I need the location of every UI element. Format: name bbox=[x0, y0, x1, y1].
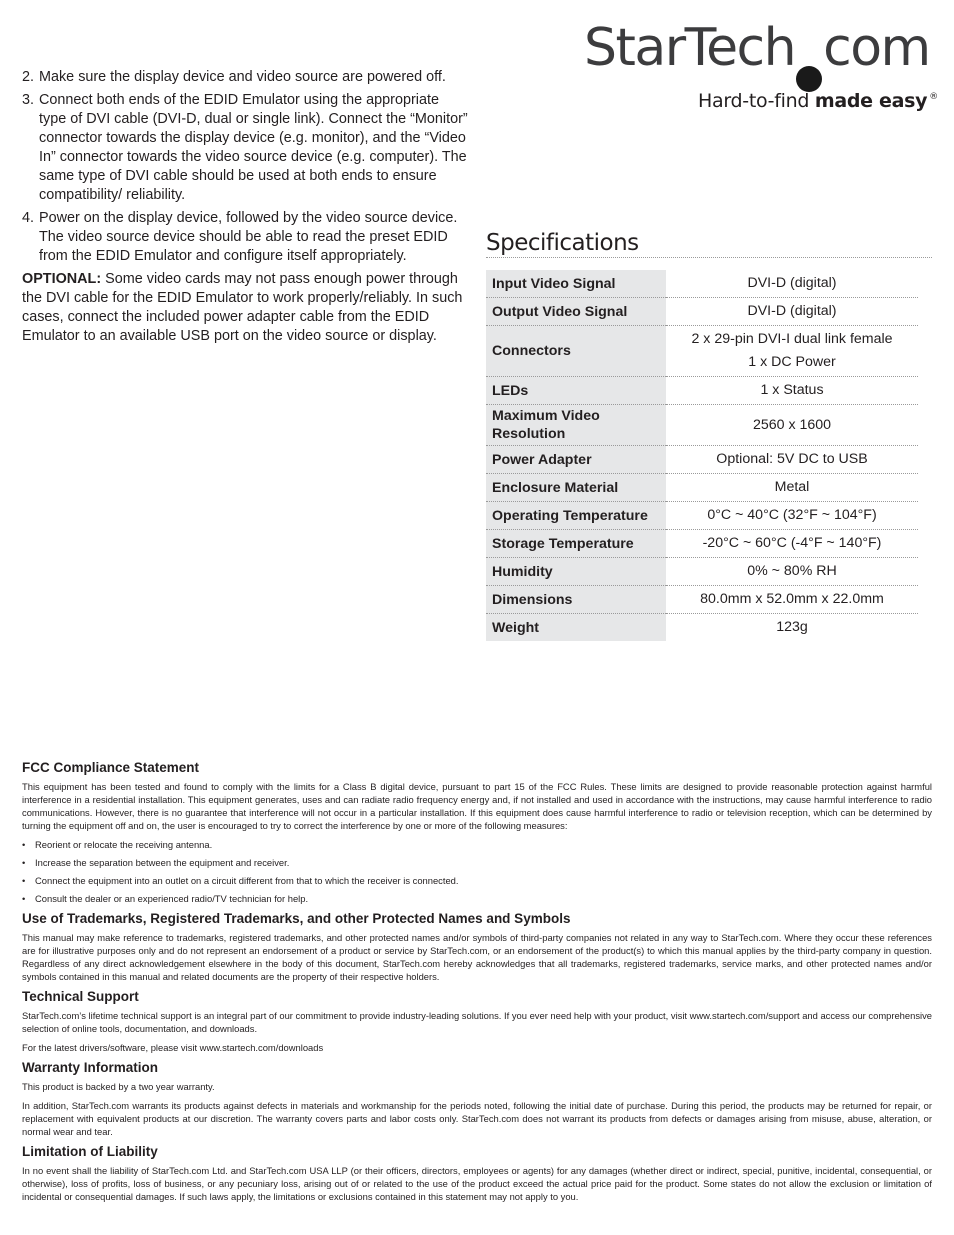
spec-row bbox=[486, 502, 918, 530]
step-number: 3. bbox=[22, 92, 35, 108]
spec-value bbox=[666, 270, 918, 298]
fcc-section bbox=[22, 760, 932, 905]
logo-wordmark: StarTech com bbox=[584, 18, 930, 78]
fcc-body: This equipment has been tested and found to comply with the limits for a Class B digital device, pursuant to part 15 of the FCC Rules. These limits are designed to provide reasonable protection against harmful interference in a residential installation. This equipment generates, uses and can radiate radio frequency energy and, if not installed and used in accordance with the instructions, may cause harmful interference to radio communications. However, there is no guarantee that interference will not occur in a particular installation. If this equipment does cause harmful interference to radio or television reception, which can be determined by turning the equipment off and on, the user is encouraged to try to correct the interference by one or more of the following measures: bbox=[22, 781, 932, 831]
support-body: StarTech.com’s lifetime technical support is an integral part of our commitment to provide industry-leading solutions. If you ever need help with your product, visit www.startech.com/support and access our comprehensive selection of online tools, documentation, and downloads. bbox=[22, 1010, 932, 1034]
step-item bbox=[22, 68, 470, 87]
specifications-heading-rule bbox=[486, 230, 932, 258]
step-number: 2. bbox=[22, 69, 35, 85]
trademarks-body: This manual may make reference to trademarks, registered trademarks, and other protected names and/or symbols of third-party companies not related in any way to StarTech.com. Where they occur these references are for illustrative purposes only and do not represent an endorsement of a product or service by StarTech.com, or an endorsement of the product(s) to which this manual applies by the third-party company in question. Regardless of any direct acknowledgement elsewhere in the body of this document, StarTech.com hereby acknowledges that all trademarks, registered trademarks, service marks, and other protected names and/or symbols contained in this manual and related documents are the property of their respective holders. bbox=[22, 932, 932, 982]
spec-value bbox=[666, 614, 918, 642]
logo-dot-icon bbox=[796, 66, 822, 92]
list-item: • Consult the dealer or an experienced radio/TV technician for help. bbox=[22, 892, 932, 905]
spec-value bbox=[666, 474, 918, 502]
spec-label: Weight bbox=[486, 614, 666, 642]
optional-note bbox=[22, 270, 470, 346]
spec-row bbox=[486, 474, 918, 502]
spec-value bbox=[666, 446, 918, 474]
spec-value-line: DVI-D (digital) bbox=[747, 303, 837, 319]
spec-row bbox=[486, 377, 918, 405]
liability-title: Limitation of Liability bbox=[22, 1144, 158, 1159]
liability-body: In no event shall the liability of StarTech.com Ltd. and StarTech.com USA LLP (or their officers, directors, employees or agents) for any damages (whether direct or indirect, special, punitive, incidental, consequential, or otherwise), loss of profits, loss of business, or any pecuniary loss, arising out of or related to the use of the product exceed the actual price paid for the product. Some states do not allow the exclusion or limitation of incidental or consequential damages. If such laws apply, the limitations or exclusions contained in this statement may not apply to you. bbox=[22, 1165, 932, 1202]
logo-tagline: Hard-to-find made easy ® bbox=[698, 90, 938, 112]
trademarks-section bbox=[22, 911, 932, 983]
support-downloads: For the latest drivers/software, please visit www.startech.com/downloads bbox=[22, 1042, 324, 1053]
spec-value-line: -20°C ~ 60°C (-4°F ~ 140°F) bbox=[702, 535, 882, 551]
warranty-body: This product is backed by a two year warranty. bbox=[22, 1081, 215, 1092]
spec-label: Operating Temperature bbox=[486, 502, 666, 530]
support-section bbox=[22, 989, 932, 1054]
list-item: • Reorient or relocate the receiving antenna. bbox=[22, 838, 932, 851]
spec-label: LEDs bbox=[486, 377, 666, 405]
warranty-title: Warranty Information bbox=[22, 1060, 159, 1075]
specifications-title: Specifications bbox=[486, 230, 643, 256]
step-text: Make sure the display device and video source are powered off. bbox=[39, 69, 446, 85]
specifications-table bbox=[486, 270, 918, 641]
warranty-section bbox=[22, 1060, 932, 1138]
spec-value-line: 2560 x 1600 bbox=[752, 416, 832, 433]
spec-row bbox=[486, 326, 918, 377]
list-item: • Increase the separation between the equipment and receiver. bbox=[22, 856, 932, 869]
spec-row bbox=[486, 298, 918, 326]
spec-value bbox=[666, 586, 918, 614]
step-item bbox=[22, 209, 470, 266]
spec-row bbox=[486, 558, 918, 586]
spec-value bbox=[666, 558, 918, 586]
step-text: Connect both ends of the EDID Emulator using the appropriate type of DVI cable (DVI-D, dual or single link). Connect the “Monitor” connector towards the display device (e.g. monitor), and the “Video In” connector towards the video source device (e.g. computer). The same type of DVI cable should be used at both ends to ensure compatibility/ reliability. bbox=[39, 92, 468, 203]
spec-label: Power Adapter bbox=[486, 446, 666, 474]
spec-label: Dimensions bbox=[486, 586, 666, 614]
spec-value-line: Optional: 5V DC to USB bbox=[716, 451, 868, 467]
spec-value-line: 2 x 29-pin DVI-I dual link female bbox=[691, 331, 893, 347]
startech-logo bbox=[582, 18, 938, 118]
spec-value-line: 1 x Status bbox=[760, 382, 824, 398]
spec-label: Input Video Signal bbox=[486, 270, 666, 298]
list-item: • Connect the equipment into an outlet on a circuit different from that to which the receiver is connected. bbox=[22, 874, 932, 887]
optional-label: OPTIONAL: bbox=[22, 271, 102, 287]
spec-row bbox=[486, 586, 918, 614]
spec-label: Connectors bbox=[486, 326, 666, 377]
spec-label: Enclosure Material bbox=[486, 474, 666, 502]
step-text: Power on the display device, followed by the video source device. The video source device should be able to read the preset EDID from the EDID Emulator and configure itself appropriately. bbox=[39, 210, 458, 264]
spec-row bbox=[486, 614, 918, 642]
spec-value-line: 80.0mm x 52.0mm x 22.0mm bbox=[700, 591, 884, 607]
support-title: Technical Support bbox=[22, 989, 139, 1004]
instruction-steps bbox=[22, 68, 470, 346]
legal-section bbox=[22, 760, 932, 1209]
spec-value bbox=[666, 326, 918, 377]
spec-value bbox=[666, 502, 918, 530]
optional-text: Some video cards may not pass enough power through the DVI cable for the EDID Emulator to work properly/reliably. In such cases, connect the included power adapter cable from the EDID Emulator to an available USB port on the video source or display. bbox=[22, 271, 463, 344]
liability-section bbox=[22, 1144, 932, 1203]
spec-value bbox=[666, 530, 918, 558]
fcc-measures-list bbox=[22, 838, 932, 905]
warranty-body-detail: In addition, StarTech.com warrants its products against defects in materials and workmanship for the periods noted, following the initial date of purchase. During this period, the products may be returned for repair, or replacement with equivalent products at our discretion. The warranty covers parts and labor costs only. StarTech.com does not warrant its products from defects or damages arising from misuse, abuse, alteration, or normal wear and tear. bbox=[22, 1100, 932, 1137]
spec-value bbox=[666, 298, 918, 326]
spec-value-line: 1 x DC Power bbox=[748, 354, 836, 370]
spec-label: Humidity bbox=[486, 558, 666, 586]
step-item bbox=[22, 91, 470, 205]
spec-value bbox=[666, 377, 918, 405]
spec-label: Maximum Video Resolution bbox=[486, 405, 666, 446]
spec-value-line: 0% ~ 80% RH bbox=[747, 563, 837, 579]
spec-value-line: 0°C ~ 40°C (32°F ~ 104°F) bbox=[707, 507, 877, 523]
spec-value bbox=[666, 405, 918, 446]
spec-value-line: DVI-D (digital) bbox=[747, 275, 837, 291]
spec-row bbox=[486, 530, 918, 558]
spec-row bbox=[486, 405, 918, 446]
step-number: 4. bbox=[22, 210, 35, 226]
spec-label: Output Video Signal bbox=[486, 298, 666, 326]
spec-value-line: Metal bbox=[774, 479, 810, 495]
spec-row bbox=[486, 270, 918, 298]
spec-row bbox=[486, 446, 918, 474]
spec-label: Storage Temperature bbox=[486, 530, 666, 558]
spec-value-line: 123g bbox=[776, 619, 808, 635]
trademarks-title: Use of Trademarks, Registered Trademarks, and other Protected Names and Symbols bbox=[22, 911, 571, 926]
fcc-title: FCC Compliance Statement bbox=[22, 760, 200, 775]
